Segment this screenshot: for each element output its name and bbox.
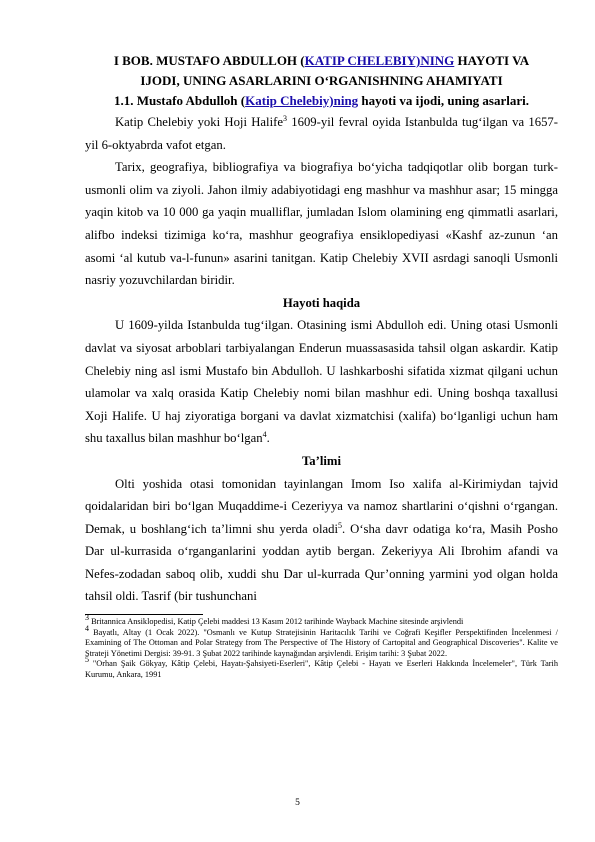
section-title-link[interactable]: Katip Chelebiy)ning bbox=[245, 93, 359, 108]
paragraph-intro bbox=[85, 111, 558, 156]
section-title-suffix: hayoti va ijodi, uning asarlari. bbox=[358, 93, 529, 108]
paragraph-education-text: Olti yoshida otasi tomonidan tayinlangan Imom Iso xalifa al-Kirimiydan tajvid qoidalaridan biri bo‘lgan Muqaddime-i Cezeriyya va namoz shartlarini o‘qishni o‘rgangan. Demak, u boshlang‘ich ta’limni shu yerda oladi bbox=[85, 476, 558, 536]
paragraph-education bbox=[85, 473, 558, 609]
paragraph-intro-text: Katip Chelebiy yoki Hoji Halife bbox=[115, 115, 283, 129]
heading-talimi: Ta’limi bbox=[301, 453, 341, 468]
chapter-title-suffix: HAYOTI VA bbox=[454, 53, 530, 68]
page-number: 5 bbox=[295, 798, 300, 808]
heading-hayoti: Hayoti haqida bbox=[282, 295, 361, 310]
footnote-number: 5 bbox=[85, 655, 89, 665]
footnote-divider bbox=[85, 614, 203, 615]
footnote bbox=[85, 623, 558, 660]
section-title-prefix: 1.1. Mustafo Abdulloh ( bbox=[114, 93, 246, 108]
chapter-title bbox=[85, 51, 558, 111]
footnote-ref-4[interactable]: 4 bbox=[262, 430, 267, 440]
footnote-number: 3 bbox=[85, 613, 89, 623]
paragraph-education-rest: . O‘sha davr odatiga ko‘ra, Masih Posho Dar ul-kurrasida o‘rganganlarini yoddan aytib bergan. Zekeriyya Ali Ibrohim afandi va Nefes-zodadan saboq olib, xuddi shu Dar ul-kurrada Qur’onning yarmini yod olgan holda tahsil oldi. Tasrif (bir tushunchani bbox=[85, 521, 559, 604]
footnote-ref-3[interactable]: 3 bbox=[282, 113, 287, 123]
paragraph-biography-text: U 1609-yilda Istanbulda tug‘ilgan. Otasining ismi Abdulloh edi. Uning otasi Usmonli davlat va siyosat arboblari tarbiyalangan Enderun muassasasida tahsil olgan askardir. Katip Chelebiy ning asl ismi Mustafo bin Abdulloh. U lashkarboshi sifatida xizmat qilgani uchun ulamolar va xalq orasida Katip Chelebiy nomi bilan mashhur edi. Uning boshqa taxallusi Xoji Halife. U haj ziyoratiga borgani va davlat xizmatchisi (xalifa) bo‘lganligi uchun ham shu taxallus bilan mashhur bo‘lgan bbox=[85, 318, 558, 446]
footnote-ref-5[interactable]: 5 bbox=[338, 520, 342, 530]
chapter-title-prefix: I BOB. MUSTAFO ABDULLOH ( bbox=[113, 53, 305, 68]
footnote-text: "Orhan Şaik Gökyay, Kâtip Çelebi, Hayatı-Şahsiyeti-Eserleri", Kâtip Çelebi - Hayatı ve Eserleri Hakkında İncelemeler", Türk Tarih Kurumu, Ankara, 1991 bbox=[85, 659, 558, 680]
paragraph-biography bbox=[85, 314, 558, 450]
footnote-number: 4 bbox=[85, 623, 89, 633]
section-title bbox=[85, 91, 558, 111]
paragraph-research: Tarix, geografiya, bibliografiya va biografiya bo‘yicha tadqiqotlar olib borgan turk-usmonli olim va ziyoli. Jahon ilmiy adabiyotidagi eng mashhur va mashhur asar; 15 mingga yaqin kitob va 10 000 ga yaqin mualliflar, jumladan Islom olamining eng qimmatli asarlari, alifbo indeksi tizimiga ko‘ra, mashhur geografiya ensiklopediyasi «Kashf az-zunun ‘an asomi ‘al kutub va-l-funun» asarini tanitgan. Katip Chelebiy XVII asrdagi sanoqli Usmonli nasriy yozuvchilardan biridir. bbox=[85, 160, 558, 288]
page-content bbox=[85, 51, 558, 681]
footnote-text: Bayatlı, Altay (1 Ocak 2022). "Osmanlı ve Kutup Stratejisinin Haritacılık Tarihi ve Coğrafi Keşifler Perspektifinden İncelenmesi / Examining of The Ottoman and Polar Strategy from The Perspective of The History of Cartopital and Geographical Discoveries". Kalite ve Strateji Yönetimi Dergisi: 39-91. 3 Şubat 2022 tarihinde kaynağından arşivlendi. Erişim tarihi: 3 Şubat 2022. bbox=[85, 627, 558, 658]
footnote-text: Britannica Ansiklopedisi, Katip Çelebi maddesi 13 Kasım 2012 tarihinde Wayback Machine sitesinde arşivlendi bbox=[89, 617, 464, 627]
chapter-title-link[interactable]: KATIP CHELEBIY)NING bbox=[304, 53, 455, 68]
footnotes bbox=[85, 613, 558, 681]
paragraph-intro-rest: 1609-yil fevral oyida Istanbulda tug‘ilgan va 1657-yil 6-oktyabrda vafot etgan. bbox=[85, 115, 558, 152]
footnote bbox=[85, 613, 558, 628]
paragraph-biography-end: . bbox=[266, 431, 270, 446]
chapter-title-line-1 bbox=[85, 51, 558, 71]
chapter-title-line-2: IJODI, UNING ASARLARINI O‘RGANISHNING AHAMIYATI bbox=[140, 73, 503, 88]
footnote bbox=[85, 655, 558, 680]
